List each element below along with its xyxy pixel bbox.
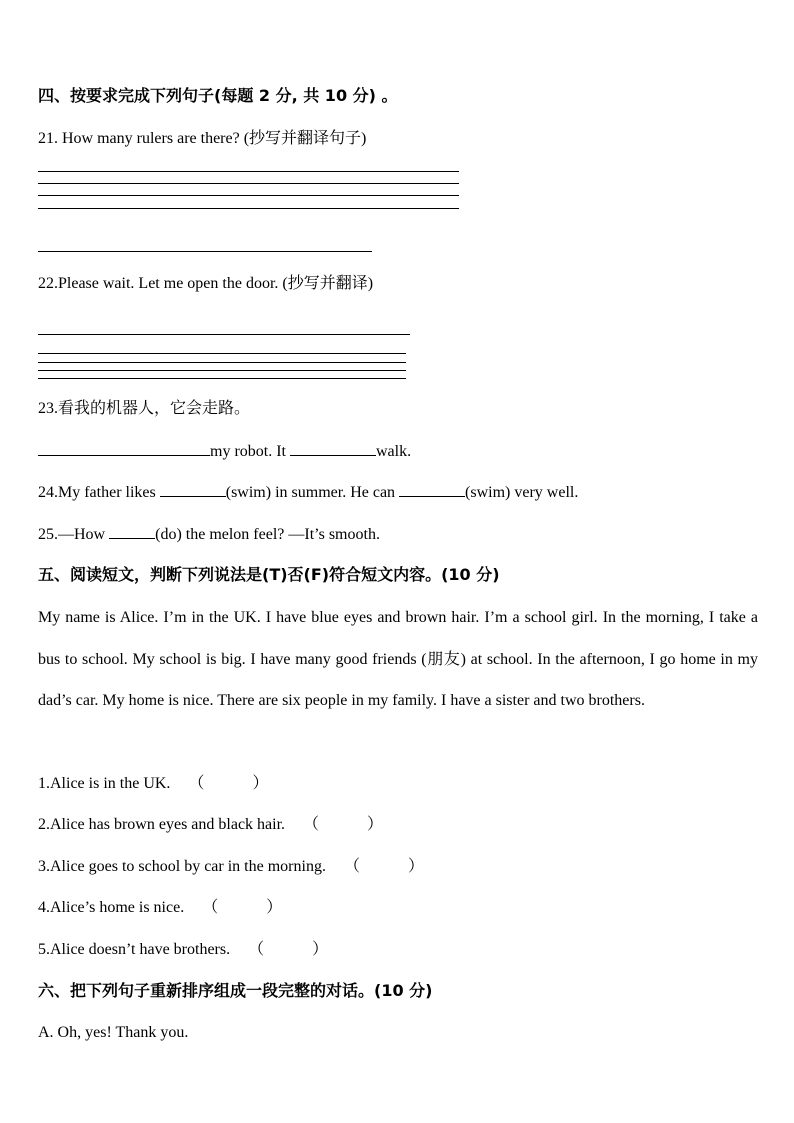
answer-line	[38, 370, 406, 371]
judgement-item-text: 5.Alice doesn’t have brothers.	[38, 941, 231, 958]
blank-field[interactable]	[109, 524, 155, 539]
q24-text-2: (swim) in summer. He can	[225, 484, 396, 501]
q24-text-1: 24.My father likes	[38, 484, 156, 501]
answer-paren-open: （	[248, 941, 265, 958]
judgement-item-text: 3.Alice goes to school by car in the morning.	[38, 858, 326, 875]
answer-paren-close: ）	[252, 775, 269, 792]
blank-field[interactable]	[290, 441, 376, 456]
question-23: 23.看我的机器人，它会走路。	[38, 400, 251, 417]
answer-line	[38, 183, 459, 184]
blank-field[interactable]	[399, 482, 465, 497]
blank-field[interactable]	[38, 441, 210, 456]
judgement-item-text: 4.Alice’s home is nice.	[38, 899, 185, 916]
section-4-heading: 四、按要求完成下列句子(每题 2 分, 共 10 分) 。	[38, 86, 398, 105]
judgement-item-text: 2.Alice has brown eyes and black hair.	[38, 816, 286, 833]
question-25	[38, 524, 380, 545]
answer-paren-close: ）	[407, 858, 424, 875]
answer-paren-open: （	[303, 816, 320, 833]
question-21: 21. How many rulers are there? (抄写并翻译句子)	[38, 130, 367, 147]
answer-paren-open: （	[202, 899, 219, 916]
q24-text-3: (swim) very well.	[465, 484, 579, 501]
answer-line	[38, 353, 406, 354]
question-23-fill	[38, 441, 411, 462]
answer-paren-close: ）	[312, 941, 329, 958]
judgement-item-1	[38, 774, 268, 794]
answer-line	[38, 195, 459, 196]
dialogue-item-a: A. Oh, yes! Thank you.	[38, 1024, 189, 1041]
q25-text-1: 25.—How	[38, 526, 106, 543]
answer-paren-close: ）	[367, 816, 384, 833]
question-22: 22.Please wait. Let me open the door. (抄写并翻译)	[38, 275, 374, 292]
question-24	[38, 482, 578, 503]
judgement-item-4	[38, 898, 282, 918]
answer-line	[38, 362, 406, 363]
judgement-item-text: 1.Alice is in the UK.	[38, 775, 171, 792]
judgement-item-5	[38, 940, 328, 960]
answer-paren-close: ）	[266, 899, 283, 916]
answer-paren-open: （	[188, 775, 205, 792]
q25-text-2: (do) the melon feel? —It’s smooth.	[155, 526, 380, 543]
answer-line	[38, 251, 372, 252]
blank-field[interactable]	[160, 482, 226, 497]
answer-paren-open: （	[343, 858, 360, 875]
reading-passage: My name is Alice. I’m in the UK. I have blue eyes and brown hair. I’m a school girl. In the morning, I take a bus to school. My school is big. I have many good friends (朋友) at school. In the afternoon, I go home in my dad’s car. My home is nice. There are six people in my family. I have a sister and two brothers.	[38, 609, 758, 709]
section-5-heading: 五、阅读短文，判断下列说法是(T)否(F)符合短文内容。(10 分)	[38, 565, 500, 584]
section-6-heading: 六、把下列句子重新排序组成一段完整的对话。(10 分)	[38, 981, 433, 1000]
answer-line	[38, 334, 410, 335]
answer-line	[38, 171, 459, 172]
judgement-item-2	[38, 815, 383, 835]
q23-text-1: my robot. It	[210, 443, 286, 460]
q23-text-2: walk.	[376, 443, 412, 460]
answer-line	[38, 208, 459, 209]
judgement-item-3	[38, 857, 424, 877]
answer-line	[38, 378, 406, 379]
